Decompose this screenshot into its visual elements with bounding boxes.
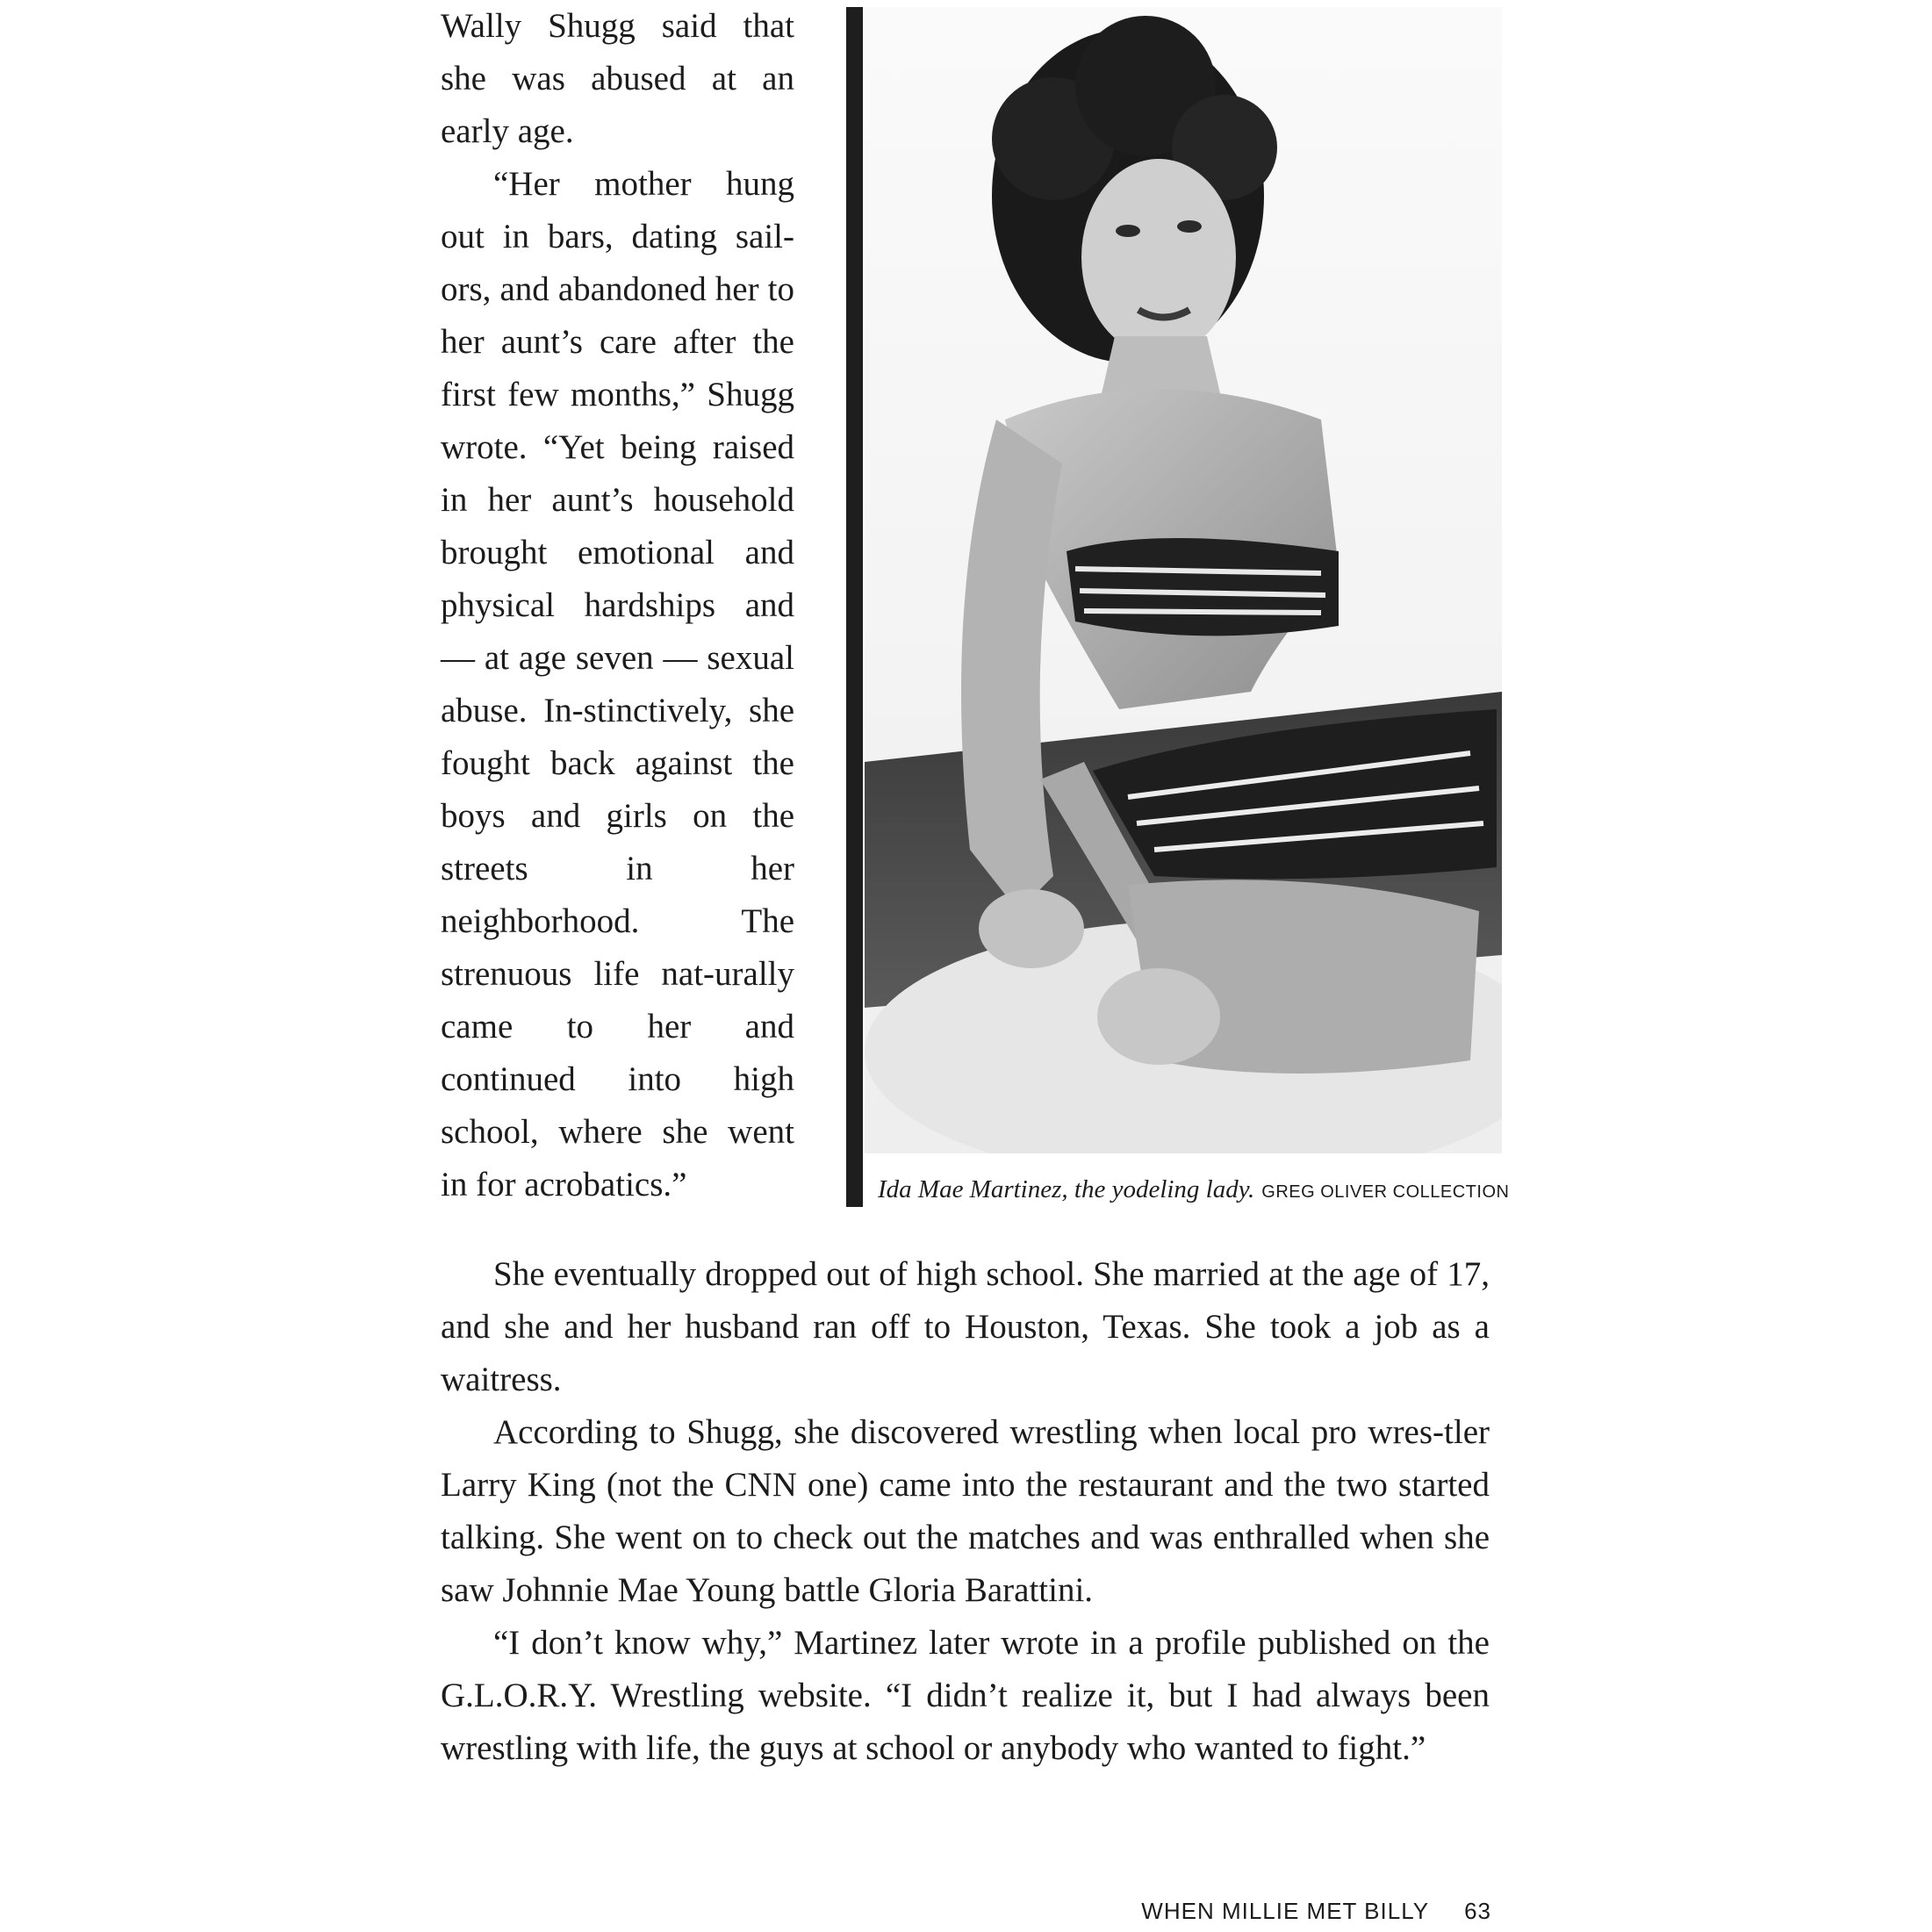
- left-text-column: [441, 0, 794, 1211]
- paragraph: According to Shugg, she discovered wrestling when local pro wres-tler Larry King (not the CNN one) came into the restaurant and the two started talking. She went on to check out the matches and was enthralled when she saw Johnnie Mae Young battle Gloria Barattini.: [441, 1413, 1490, 1609]
- body-text: [441, 1248, 1490, 1775]
- paragraph: She eventually dropped out of high school. She married at the age of 17, and she and her husband ran off to Houston, Texas. She took a job as a waitress.: [441, 1255, 1490, 1398]
- caption-text: Ida Mae Martinez, the yodeling lady.: [878, 1175, 1255, 1203]
- paragraph-shugg-quote: “Her mother hung out in bars, dating sail-ors, and abandoned her to her aunt’s care after the first few months,” Shugg wrote. “Yet being raised in her aunt’s household brought emotional and physical hardships and — at age seven — sexual abuse. In-stinctively, she fought back against the boys and girls on the streets in her neighborhood. The strenuous life nat-urally came to her and continued into high school, where she went in for acrobatics.”: [441, 165, 794, 1203]
- paragraph: “I don’t know why,” Martinez later wrote in a profile published on the G.L.O.R.Y. Wrestling website. “I didn’t realize it, but I had always been wrestling with life, the guys at school or anybody who wanted to fight.”: [441, 1624, 1490, 1767]
- page-number: 63: [1464, 1898, 1491, 1924]
- caption-credit: GREG OLIVER COLLECTION: [1261, 1182, 1510, 1202]
- running-footer: [1141, 1898, 1491, 1925]
- photo-ida-mae-martinez: [865, 7, 1502, 1153]
- vertical-rule: [846, 7, 863, 1207]
- paragraph-intro: Wally Shugg said that she was abused at an early age.: [441, 7, 794, 150]
- running-head: WHEN MILLIE MET BILLY: [1141, 1898, 1430, 1924]
- photo-caption: [878, 1174, 1510, 1208]
